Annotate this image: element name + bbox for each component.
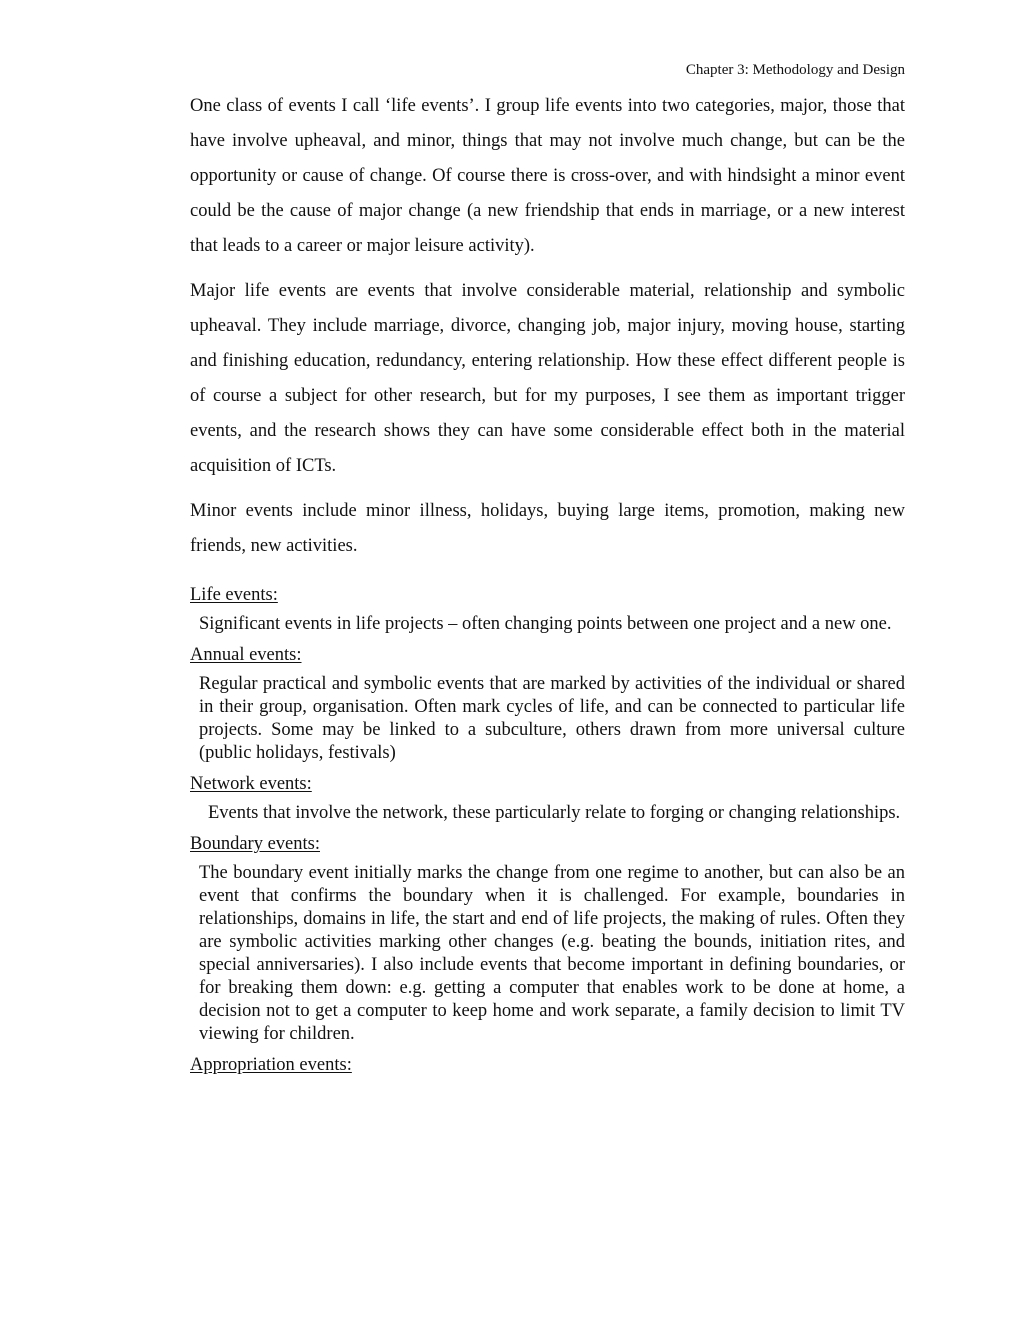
paragraph-minor-events: Minor events include minor illness, holidays, buying large items, promotion, making new friends, new activities.: [190, 501, 905, 556]
description-life-events: Significant events in life projects – often changing points between one project and a new one.: [199, 614, 892, 634]
body-text: [190, 89, 905, 1077]
term-network-events: Network events:: [190, 774, 312, 794]
term-annual-events: Annual events:: [190, 645, 302, 665]
description-boundary-events: The boundary event initially marks the change from one regime to another, but can also be an event that confirms the boundary when it is challenged. For example, boundaries in relationships, domains in life, the start and end of life projects, the making of rules. Often they are symbolic activities marking other changes (e.g. beating the bounds, initiation rites, and special anniversaries). I also include events that become important in defining boundaries, or for breaking them down: e.g. getting a computer that enables work to be done at home, a decision not to get a computer to keep home and work separate, a family decision to limit TV viewing for children.: [199, 863, 905, 1044]
paragraph-major-life-events: Major life events are events that involve considerable material, relationship and symbolic upheaval. They include marriage, divorce, changing job, major injury, moving house, starting and finishing education, redundancy, entering relationship. How these effect different people is of course a subject for other research, but for my purposes, I see them as important trigger events, and the research shows they can have some considerable effect both in the material acquisition of ICTs.: [190, 281, 905, 476]
event-definitions: [190, 584, 905, 1077]
term-appropriation-events: Appropriation events:: [190, 1055, 352, 1075]
term-life-events: Life events:: [190, 585, 278, 605]
description-annual-events: Regular practical and symbolic events that are marked by activities of the individual or shared in their group, organisation. Often mark cycles of life, and can be connected to particular life projects. Some may be linked to a subculture, others drawn from more universal culture (public holidays, festivals): [199, 674, 905, 763]
paragraph-life-events-intro: One class of events I call ‘life events’. I group life events into two categories, major, those that have involve upheaval, and minor, things that may not involve much change, but can be the opportunity or cause of change. Of course there is cross-over, and with hindsight a minor event could be the cause of major change (a new friendship that ends in marriage, or a new interest that leads to a career or major leisure activity).: [190, 96, 905, 256]
description-network-events: Events that involve the network, these particularly relate to forging or changing relationships.: [208, 803, 901, 823]
term-boundary-events: Boundary events:: [190, 834, 320, 854]
running-header: Chapter 3: Methodology and Design: [685, 62, 905, 78]
